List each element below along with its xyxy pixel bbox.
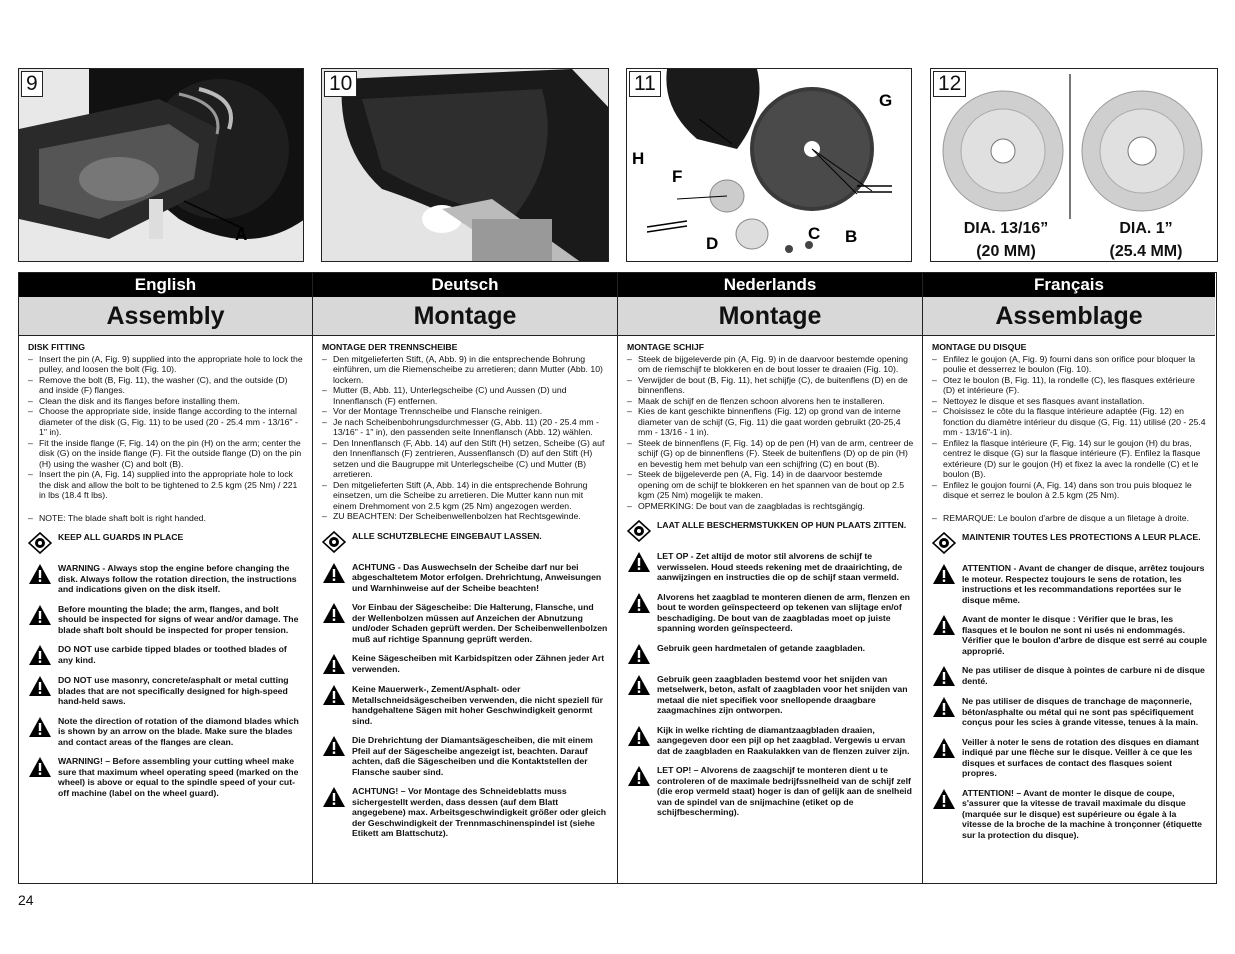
warning bbox=[627, 643, 914, 665]
warning-icon bbox=[28, 675, 52, 697]
warning-icon bbox=[28, 563, 52, 585]
page-number: 24 bbox=[18, 892, 34, 908]
warning-text: Gebruik geen zaagbladen bestemd voor het snijden van metselwerk, beton, asfalt of zaagbladen voor het snijden van metaal die niet specifiek voor snellopende draagbare zaagmachines zijn ontworpen. bbox=[657, 673, 908, 715]
warning-text: Kijk in welke richting de diamantzaagbladen draaien, aangegeven door een pijl op het zaagblad. Vergewis u ervan dat de zaagbladen en Raakulakken van de flenzen zuiver zijn. bbox=[657, 724, 910, 756]
step: – Enfilez le goujon (A, Fig. 9) fourni dans son orifice pour bloquer la poulie et desserrez le boulon (Fig. 10). bbox=[932, 354, 1207, 375]
warning-text: WARNING! – Before assembling your cutting wheel make sure that maximum wheel operating speed (marked on the wheel) is above or equal to the spindle speed of your cut-off machine (label on the wheel guard). bbox=[58, 756, 299, 798]
warning-icon bbox=[627, 725, 651, 747]
warning-icon bbox=[28, 716, 52, 738]
section-heading: MONTAGE DU DISQUE bbox=[932, 342, 1027, 352]
step: – Steek de binnenflens (F, Fig. 14) op de pen (H) van de arm, centreer de schijf (G) op de binnenflens (F). Steek de buitenflens (D) op de pin (H) en bevestig hem met behulp van een schijfring (C) en bout (B). bbox=[627, 438, 914, 470]
guards-text: ALLE SCHUTZBLECHE EINGEBAUT LASSEN. bbox=[352, 530, 542, 541]
guards-text: MAINTENIR TOUTES LES PROTECTIONS A LEUR PLACE. bbox=[962, 532, 1201, 542]
warning bbox=[627, 551, 914, 583]
figure-11 bbox=[626, 68, 912, 262]
diameter-label-25mm bbox=[1081, 217, 1211, 262]
warning-icon bbox=[627, 765, 651, 787]
guard-icon bbox=[932, 532, 956, 554]
figure-number: 12 bbox=[933, 71, 966, 97]
warning-icon bbox=[322, 735, 346, 757]
warning-text: Die Drehrichtung der Diamantsägescheiben, die mit einem Pfeil auf der Sägescheibe angezeigt ist, beachten. Darauf achten, daß die Sägescheiben und die Kontaktstellen der Flansche sauber sind. bbox=[352, 735, 593, 777]
warning-text: Alvorens het zaagblad te monteren dienen de arm, flenzen en bout te worden geïnspecteerd op tekenen van slijtage en/of beschadiging. De bout van de zaagbladas moet op juiste spanning worden geïnspecteerd. bbox=[657, 591, 910, 633]
warning-icon bbox=[627, 674, 651, 696]
figure-10-illustration bbox=[322, 69, 609, 262]
step: – Insert the pin (A, Fig. 14) supplied into the appropriate hole to lock the disk and allow the bolt to be tightened to 2.5 kgm (25 Nm) / 221 in lbs (18.4 ft lbs). bbox=[28, 469, 304, 501]
step: – Enfilez la flasque intérieure (F, Fig. 14) sur le goujon (H) du bras, centrez le disque (G) sur la flasque intérieure (F). Enfilez la flasque extérieure (D) sur le goujon (H) et fixez la avec la rondelle (C) et le boulon (B). bbox=[932, 438, 1207, 480]
figure-9-illustration bbox=[19, 69, 304, 262]
warning bbox=[28, 604, 304, 636]
step: – Kies de kant geschikte binnenflens (Fig. 12) op grond van de interne diameter van de schijf (G, Fig. 11) die gaat worden gebruikt (20-25,4 mm - 13/16 - 1 in). bbox=[627, 406, 914, 438]
warning-icon bbox=[932, 563, 956, 585]
step: – Insert the pin (A, Fig. 9) supplied into the appropriate hole to lock the pulley, and loosen the bolt (Fig. 10). bbox=[28, 354, 304, 375]
column-english bbox=[19, 273, 312, 883]
note: – NOTE: The blade shaft bolt is right handed. bbox=[28, 513, 304, 524]
step: – ZU BEACHTEN: Der Scheibenwellenbolzen hat Rechtsgewinde. bbox=[322, 511, 609, 522]
step: – Enfilez le goujon fourni (A, Fig. 14) dans son trou puis bloquez le disque et serrez le boulon à 2.5 kgm (25 Nm). bbox=[932, 480, 1207, 501]
warning bbox=[932, 563, 1207, 605]
warning bbox=[28, 675, 304, 707]
warning-icon bbox=[627, 592, 651, 614]
warning bbox=[627, 674, 914, 716]
warning-text: Keine Sägescheiben mit Karbidspitzen oder Zähnen jeder Art verwenden. bbox=[352, 653, 605, 674]
warning-icon bbox=[28, 604, 52, 626]
guards-text: LAAT ALLE BESCHERMSTUKKEN OP HUN PLAATS ZITTEN. bbox=[657, 520, 907, 530]
guard-icon bbox=[627, 520, 651, 542]
step: – Fit the inside flange (F, Fig. 14) on the pin (H) on the arm; center the disk (G) on the inside flange (F). Fit the outside flange (D) on the pin (H) using the washer (C) and bolt (B). bbox=[28, 438, 304, 470]
column-body bbox=[618, 336, 922, 818]
warning-text: LET OP! – Alvorens de zaagschijf te monteren dient u te controleren of de maximale bedrijfssnelheid van de schijf zelf (die erop vermeld staat) hoger is dan of gelijk aan de snelheid van de spindel van de snijmachine (etiket op de schijfbescherming). bbox=[657, 765, 912, 817]
section-title: Montage bbox=[618, 297, 922, 336]
warning-text: DO NOT use carbide tipped blades or toothed blades of any kind. bbox=[58, 644, 287, 665]
column-nederlands bbox=[617, 273, 922, 883]
warning bbox=[28, 644, 304, 666]
column-body bbox=[923, 336, 1215, 840]
warning bbox=[322, 735, 609, 777]
label-h: H bbox=[632, 149, 645, 168]
step: – Choose the appropriate side, inside flange according to the internal diameter of the disk (G, Fig. 11) to be used (20 - 25.4 mm - 13/16" - 1" in). bbox=[28, 406, 304, 438]
warning-icon bbox=[627, 551, 651, 573]
step: – Steek de bijgeleverde pin (A, Fig. 9) in de daarvoor bestemde opening om de riemschijf te blokkeren en de bout losser te draaien (Fig. 10). bbox=[627, 354, 914, 375]
warning-text: Gebruik geen hardmetalen of getande zaagbladen. bbox=[657, 642, 866, 653]
warning bbox=[627, 765, 914, 818]
column-deutsch bbox=[312, 273, 617, 883]
label-f: F bbox=[672, 167, 683, 186]
warning-text: WARNING - Always stop the engine before changing the disk. Always follow the rotation direction, the instructions and indications given on the disk itself. bbox=[58, 563, 297, 594]
guards-notice bbox=[322, 531, 609, 553]
step: – Den Innenflansch (F, Abb. 14) auf den Stift (H) setzen, Scheibe (G) auf den Innenflansch (F) zentrieren, Aussenflansch (D) auf den Stift (H) setzen und die Baugruppe mit Unterlegscheibe (C) und Mutter (B) arretieren. bbox=[322, 438, 609, 480]
guards-text: KEEP ALL GUARDS IN PLACE bbox=[58, 532, 184, 542]
warning-text: ACHTUNG! – Vor Montage des Schneideblatts muss sichergestellt werden, dass dessen (auf dem Blatt angegebene) max. Arbeitsgeschwindigkeit größer oder gleich der Geschwindigkeit der Trennmaschinenspindel ist (siehe Etikett am Blattschutz). bbox=[352, 786, 607, 838]
step: – Mutter (B, Abb. 11), Unterlegscheibe (C) und Aussen (D) und Innenflansch (F) entfernen. bbox=[322, 385, 609, 406]
section-heading: MONTAGE DER TRENNSCHEIBE bbox=[322, 342, 458, 352]
figure-12 bbox=[930, 68, 1218, 262]
section-title: Assembly bbox=[19, 297, 312, 336]
warning-icon bbox=[322, 786, 346, 808]
label-a: A bbox=[235, 225, 248, 244]
label-d: D bbox=[706, 234, 719, 253]
warning-text: Note the direction of rotation of the diamond blades which is shown by an arrow on the blade. Make sure the blades and contact areas of the flanges are clean. bbox=[58, 715, 299, 747]
guard-icon bbox=[28, 532, 52, 554]
step: – Vor der Montage Trennscheibe und Flansche reinigen. bbox=[322, 406, 609, 417]
warning-text: Ne pas utiliser de disques de tranchage de maçonnerie, béton/asphalte ou métal qui ne sont pas spécifiquement conçus pour les scies à grande vitesse, tenues à la main. bbox=[962, 696, 1199, 727]
warning-text: ATTENTION! – Avant de monter le disque de coupe, s'assurer que la vitesse de travail maximale du disque (marquée sur le disque) est supérieure ou égale à la vitesse de la broche de la machine à tronçonner (étiquette sur la protection du disque). bbox=[962, 787, 1202, 840]
step: – Choisissez le côte du la flasque intérieure adaptée (Fig. 12) en fonction du diamètre intérieur du disque (G, Fig. 11) utilisé (20 - 25.4 mm - 13/16"-1 in). bbox=[932, 406, 1207, 438]
guards-notice bbox=[932, 532, 1207, 554]
warning bbox=[627, 592, 914, 634]
column-body bbox=[19, 336, 312, 798]
warning bbox=[322, 786, 609, 839]
warning bbox=[28, 563, 304, 595]
section-title: Assemblage bbox=[923, 297, 1215, 336]
label-b: B bbox=[845, 227, 858, 246]
warning bbox=[932, 665, 1207, 687]
step: – Nettoyez le disque et ses flasques avant installation. bbox=[932, 396, 1207, 407]
warning bbox=[28, 756, 304, 798]
warning bbox=[932, 788, 1207, 841]
step: – Je nach Scheibenbohrungsdurchmesser (G, Abb. 11) (20 - 25.4 mm - 13/16" - 1" in), den passenden seite Innenflansch (Abb. 12) wählen. bbox=[322, 417, 609, 438]
instructions-panel bbox=[18, 272, 1217, 884]
diameter-mm: (25.4 MM) bbox=[1109, 243, 1183, 260]
warning-icon bbox=[28, 756, 52, 778]
figure-9 bbox=[18, 68, 304, 262]
warning bbox=[322, 653, 609, 675]
section-title: Montage bbox=[313, 297, 617, 336]
label-c: C bbox=[808, 224, 821, 243]
language-header: Deutsch bbox=[313, 273, 617, 297]
warning-icon bbox=[932, 665, 956, 687]
warning-text: LET OP - Zet altijd de motor stil alvorens de schijf te verwisselen. Houd steeds rekening met de draairichting, de aanwijzingen en instructies die op de schijf staan vermeld. bbox=[657, 551, 903, 582]
warning bbox=[322, 602, 609, 644]
warning-text: Before mounting the blade; the arm, flanges, and bolt should be inspected for signs of wear and/or damage. The blade shaft bolt should be inspected for proper tension. bbox=[58, 603, 299, 635]
warning-icon bbox=[932, 788, 956, 810]
language-header: Français bbox=[923, 273, 1215, 297]
warning bbox=[322, 684, 609, 726]
warning bbox=[932, 737, 1207, 779]
diameter-mm: (20 MM) bbox=[976, 243, 1036, 260]
figure-10 bbox=[321, 68, 609, 262]
step: – Otez le boulon (B, Fig. 11), la rondelle (C), les flasques extérieure (D) et intérieure (F). bbox=[932, 375, 1207, 396]
figure-number: 9 bbox=[21, 71, 43, 97]
warning-icon bbox=[28, 644, 52, 666]
step: – Maak de schijf en de flenzen schoon alvorens hen te installeren. bbox=[627, 396, 914, 407]
warning-text: ACHTUNG - Das Auswechseln der Scheibe darf nur bei abgeschaltetem Motor erfolgen. Drehrichtung, Anweisungen und Warnhinweise auf der Scheibe beachten! bbox=[352, 561, 602, 593]
note: – REMARQUE: Le boulon d'arbre de disque a un filetage à droite. bbox=[932, 513, 1207, 524]
warning-icon bbox=[932, 696, 956, 718]
warning bbox=[627, 725, 914, 757]
warning bbox=[322, 562, 609, 594]
guards-notice bbox=[28, 532, 304, 554]
column-francais bbox=[922, 273, 1215, 883]
warning-icon bbox=[932, 614, 956, 636]
column-body bbox=[313, 336, 617, 839]
language-header: Nederlands bbox=[618, 273, 922, 297]
language-header: English bbox=[19, 273, 312, 297]
step: – Clean the disk and its flanges before installing them. bbox=[28, 396, 304, 407]
section-heading: DISK FITTING bbox=[28, 342, 85, 352]
guards-notice bbox=[627, 520, 914, 542]
label-g: G bbox=[879, 91, 893, 110]
warning-icon bbox=[322, 602, 346, 624]
figure-number: 11 bbox=[629, 71, 661, 97]
diameter-inch: DIA. 13/16” bbox=[963, 220, 1049, 237]
step: – Steek de bijgeleverde pen (A, Fig. 14) in de daarvoor bestemde opening om de schijf te blokkeren en het spannen van de bout op 2.5 kgm (25 Nm) mogelijk te maken. bbox=[627, 469, 914, 501]
guard-icon bbox=[322, 531, 346, 553]
warning-icon bbox=[932, 737, 956, 759]
section-heading: MONTAGE SCHIJF bbox=[627, 342, 705, 352]
warning bbox=[28, 716, 304, 748]
warning-icon bbox=[322, 684, 346, 706]
step: – Remove the bolt (B, Fig. 11), the washer (C), and the outside (D) and inside (F) flanges. bbox=[28, 375, 304, 396]
diameter-inch: DIA. 1” bbox=[1119, 220, 1173, 237]
step: – OPMERKING: De bout van de zaagbladas is rechtsgängig. bbox=[627, 501, 914, 512]
warning-text: Avant de monter le disque : Vérifier que le bras, les flasques et le boulon ne sont ni usés ni endommagés. Vérifier que le boulon d'arbre de disque est serré au couple approprié. bbox=[962, 614, 1207, 656]
step: – Verwijder de bout (B, Fig. 11), het schijfje (C), de buitenflens (D) en de binnenflens. bbox=[627, 375, 914, 396]
warning-icon bbox=[322, 562, 346, 584]
warning-text: Vor Einbau der Sägescheibe: Die Halterung, Flansche, und der Wellenbolzen müssen auf Anzeichen der Abnutzung und/oder Schaden geprüft werden. Der Scheibenwellenbolzen muß auf richtige Spannung geprüft werden. bbox=[352, 602, 608, 644]
warning-text: Keine Mauerwerk-, Zement/Asphalt- oder Metallschneidsägescheiben verwenden, die nicht speziell für handgehaltene Sägen mit hoher Geschwindigkeit genormt sind. bbox=[352, 684, 604, 726]
diameter-label-20mm bbox=[941, 217, 1071, 262]
warning-text: Veiller à noter le sens de rotation des disques en diamant indiqué par une flèche sur le disque. Veiller à ce que les disques et surfaces de contact des flasques soient propres. bbox=[962, 736, 1200, 778]
warning-text: ATTENTION - Avant de changer de disque, arrêtez toujours le moteur. Respectez toujours le sens de rotation, les instructions et les recommandations reportées sur le disque même. bbox=[962, 563, 1205, 605]
warning bbox=[932, 696, 1207, 728]
warning-text: DO NOT use masonry, concrete/asphalt or metal cutting blades that are not specifically designed for high-speed hand-held saws. bbox=[58, 675, 289, 706]
figure-number: 10 bbox=[324, 71, 357, 97]
warning-icon bbox=[322, 653, 346, 675]
figure-11-illustration bbox=[627, 69, 912, 262]
warning bbox=[932, 614, 1207, 656]
warning-text: Ne pas utiliser de disque à pointes de carbure ni de disque denté. bbox=[962, 665, 1205, 686]
warning-icon bbox=[627, 643, 651, 665]
step: – Den mitgelieferten Stift (A, Abb. 14) in die entsprechende Bohrung einsetzen, um die Scheibe zu arretieren. Die Mutter kann nun mit einem Drehmoment von 2.5 kgm (25 Nm) angezogen werden. bbox=[322, 480, 609, 512]
step: – Den mitgelieferten Stift, (A, Abb. 9) in die entsprechende Bohrung einführen, um die Riemenscheibe zu arretieren; dann Mutter (Abb. 10) lockern. bbox=[322, 354, 609, 386]
